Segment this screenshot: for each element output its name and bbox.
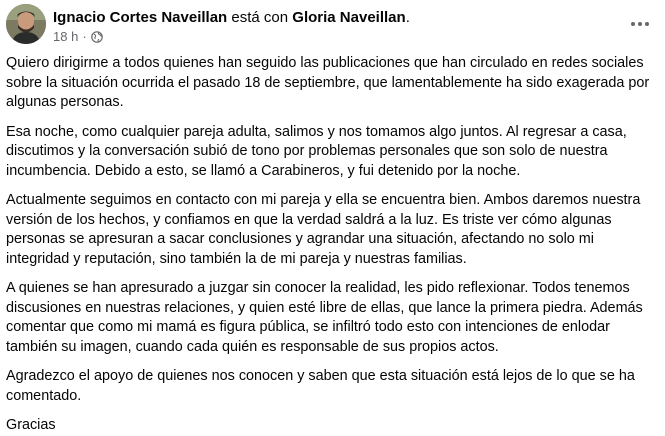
post-paragraph: A quienes se han apresurado a juzgar sin conocer la realidad, les pido reflexionar. Todos tenemos discusiones en nuestras relaciones, y quien esté libre de ellas, que lance la primera piedra. Además comentar que como mi mamá es figura pública, se infiltró todo esto con intenciones de enlodar también su imagen, cuando cada quién es responsable de sus propios actos.	[6, 280, 643, 355]
post-paragraph: Gracias	[6, 417, 56, 433]
with-connector: está con	[231, 9, 289, 26]
post-paragraph: Quiero dirigirme a todos quienes han seguido las publicaciones que han circulado en redes sociales sobre la situación ocurrida el pasado 18 de septiembre, que lamentablemente ha sido exagerada por algunas personas.	[6, 55, 650, 110]
more-horizontal-icon	[630, 21, 650, 27]
meta-separator: ·	[82, 29, 87, 44]
globe-icon[interactable]	[91, 31, 103, 43]
post-timestamp[interactable]: 18 h	[53, 29, 79, 44]
post-meta	[53, 29, 103, 45]
post-paragraph: Esa noche, como cualquier pareja adulta, salimos y nos tomamos algo juntos. Al regresar a casa, discutimos y la conversación subió de tono por problemas personales que son solo de nuestra incumbencia. Debido a esto, se llamó a Carabineros, y fui detenido por la noche.	[6, 123, 627, 179]
tagged-person[interactable]: Gloria Naveillan	[292, 9, 406, 26]
author-line	[53, 8, 410, 27]
author-name[interactable]: Ignacio Cortes Naveillan	[53, 9, 228, 26]
post-header	[6, 4, 656, 48]
more-options-button[interactable]	[628, 12, 652, 36]
author-avatar[interactable]	[6, 4, 46, 44]
end-punctuation: .	[405, 9, 410, 26]
post-body	[6, 54, 656, 436]
post-paragraph: Actualmente seguimos en contacto con mi pareja y ella se encuentra bien. Ambos daremos nuestra versión de los hechos, y confiamos en que la verdad saldrá a la luz. Es triste ver cómo algunas personas se apresuran a sacar conclusiones y agrandar una situación, afectando no solo mi integridad y reputación, sino también la de mi pareja y nuestras familias.	[6, 192, 641, 267]
post-paragraph: Agradezco el apoyo de quienes nos conocen y saben que esta situación está lejos de lo que se ha comentado.	[6, 368, 635, 404]
